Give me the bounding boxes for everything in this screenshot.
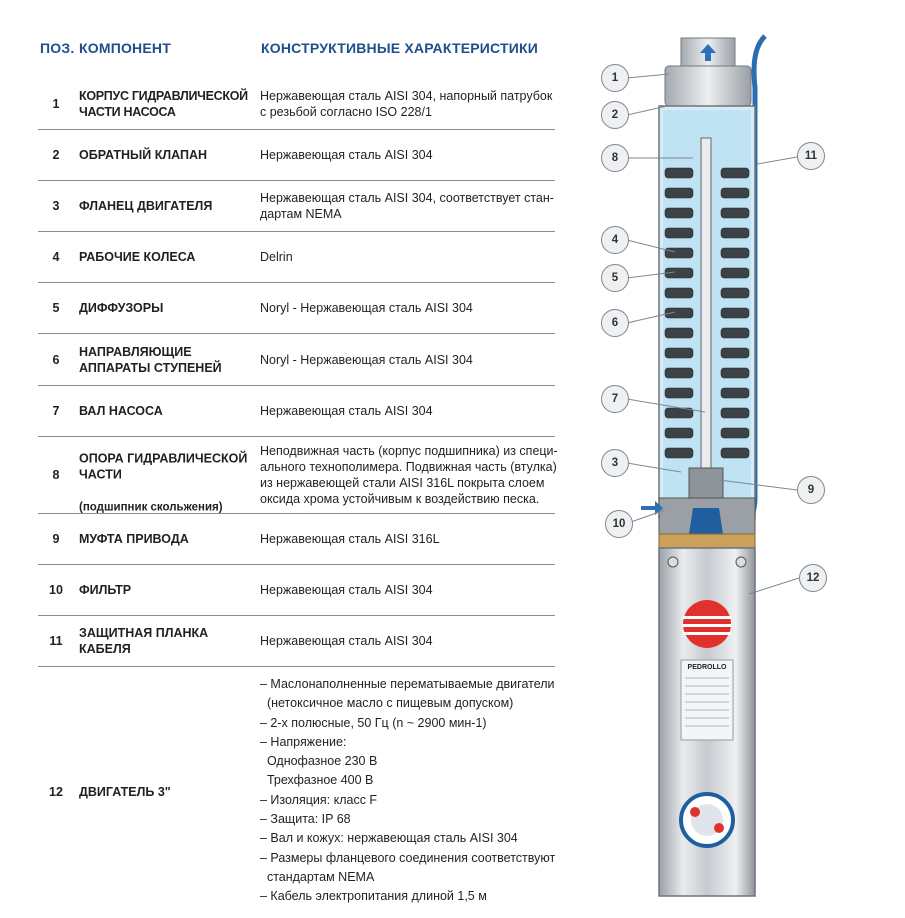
row-component: НАПРАВЛЯЮЩИЕ АППАРАТЫ СТУПЕНЕЙ bbox=[79, 344, 222, 375]
table-row bbox=[38, 514, 555, 565]
table-row bbox=[38, 616, 555, 667]
header-poz: ПОЗ. bbox=[40, 40, 75, 56]
callout-5: 5 bbox=[601, 264, 629, 292]
motor-spec-line: – Размеры фланцевого соединения соответствуют bbox=[260, 850, 556, 865]
table-row bbox=[38, 130, 555, 181]
row-component-note: (подшипник скольжения) bbox=[79, 501, 223, 514]
table-row bbox=[38, 79, 555, 130]
row-number: 8 bbox=[52, 468, 60, 482]
pump-shaft bbox=[701, 138, 711, 488]
row-number: 2 bbox=[52, 148, 60, 162]
motor-spec-line: – Кабель электропитания длиной 1,5 м bbox=[260, 889, 487, 904]
motor-spec-line: – Защита: IP 68 bbox=[260, 812, 351, 827]
row-component: МУФТА ПРИВОДА bbox=[79, 532, 189, 546]
row-component: ВАЛ НАСОСА bbox=[79, 404, 163, 418]
motor-spec-line: стандартам NEMA bbox=[260, 869, 375, 884]
motor-spec-line: Однофазное 230 В bbox=[260, 754, 378, 769]
callout-2: 2 bbox=[601, 101, 629, 129]
row-component bbox=[79, 435, 254, 516]
callout-6: 6 bbox=[601, 309, 629, 337]
header-characteristics: КОНСТРУКТИВНЫЕ ХАРАКТЕРИСТИКИ bbox=[261, 40, 539, 56]
row-description: Нержавеющая сталь AISI 304, напорный патрубок с резьбой согласно ISO 228/1 bbox=[260, 89, 553, 119]
row-component: ДВИГАТЕЛЬ 3" bbox=[79, 785, 171, 799]
row-number: 5 bbox=[52, 301, 60, 315]
row-number: 3 bbox=[52, 199, 60, 213]
callout-8: 8 bbox=[601, 144, 629, 172]
header-component: КОМПОНЕНТ bbox=[79, 40, 171, 56]
row-number: 9 bbox=[52, 532, 60, 546]
row-description: Нержавеющая сталь AISI 304 bbox=[260, 583, 433, 597]
motor-spec-line: (нетоксичное масло с пищевым допуском) bbox=[260, 696, 514, 711]
row-description: Нержавеющая сталь AISI 304 bbox=[260, 148, 433, 162]
motor-flange bbox=[659, 534, 755, 548]
row-number: 7 bbox=[52, 404, 60, 418]
row-number: 10 bbox=[49, 583, 63, 597]
table-row bbox=[38, 181, 555, 232]
table-row bbox=[38, 565, 555, 616]
pedrollo-logo-icon bbox=[683, 600, 731, 648]
row-component: ФЛАНЕЦ ДВИГАТЕЛЯ bbox=[79, 199, 213, 213]
row-component: КОРПУС ГИДРАВЛИЧЕСКОЙ ЧАСТИ НАСОСА bbox=[79, 89, 248, 119]
row-description: Noryl - Нержавеющая сталь AISI 304 bbox=[260, 352, 473, 367]
callout-1: 1 bbox=[601, 64, 629, 92]
callout-7: 7 bbox=[601, 385, 629, 413]
callout-12: 12 bbox=[799, 564, 827, 592]
row-number: 4 bbox=[52, 250, 60, 264]
callout-10: 10 bbox=[605, 510, 633, 538]
row-description: Нержавеющая сталь AISI 304 bbox=[260, 634, 433, 648]
table-row bbox=[38, 232, 555, 283]
pump-head-body bbox=[665, 66, 751, 106]
rotation-emblem-icon bbox=[681, 794, 733, 846]
row-description: Нержавеющая сталь AISI 304, соответствует стан- дартам NEMA bbox=[260, 191, 554, 221]
row-number: 1 bbox=[52, 97, 60, 111]
components-table bbox=[38, 79, 558, 917]
motor-spec-line: – 2-х полюсные, 50 Гц (n ~ 2900 мин-1) bbox=[260, 715, 487, 730]
row-component: ДИФФУЗОРЫ bbox=[79, 301, 164, 315]
motor-spec-line: Трехфазное 400 В bbox=[260, 773, 374, 788]
callout-9: 9 bbox=[797, 476, 825, 504]
callout-3: 3 bbox=[601, 449, 629, 477]
row-component: ЗАЩИТНАЯ ПЛАНКА КАБЕЛЯ bbox=[79, 626, 209, 656]
table-row bbox=[38, 667, 555, 917]
screw-icon bbox=[668, 557, 678, 567]
row-number: 12 bbox=[49, 785, 63, 799]
row-description: Нержавеющая сталь AISI 316L bbox=[260, 532, 440, 546]
motor-spec-line: – Маслонаполненные перематываемые двигатели bbox=[260, 677, 555, 691]
row-description: Неподвижная часть (корпус подшипника) из специ- ального технополимера. Подвижная часть (втулка) из нержавеющей стали AISI 316L покрыта слоем оксида хрома устойчивым к воздействию песка. bbox=[260, 444, 558, 506]
pump-drawing bbox=[585, 28, 895, 913]
callout-11: 11 bbox=[797, 142, 825, 170]
screw-icon bbox=[736, 557, 746, 567]
row-description: Нержавеющая сталь AISI 304 bbox=[260, 404, 433, 418]
row-number: 11 bbox=[49, 634, 63, 648]
row-description: Noryl - Нержавеющая сталь AISI 304 bbox=[260, 301, 473, 315]
row-description: Delrin bbox=[260, 250, 293, 264]
row-component: ФИЛЬТР bbox=[79, 583, 132, 597]
motor-spec-line: – Вал и кожух: нержавеющая сталь AISI 304 bbox=[260, 831, 518, 846]
table-row bbox=[38, 437, 558, 514]
motor-spec-line: – Напряжение: bbox=[260, 734, 347, 749]
row-component: ОБРАТНЫЙ КЛАПАН bbox=[79, 148, 208, 162]
row-component: РАБОЧИЕ КОЛЕСА bbox=[79, 250, 196, 264]
table-row bbox=[38, 283, 555, 334]
brand-label: PEDROLLO bbox=[687, 664, 727, 671]
row-number: 6 bbox=[52, 352, 60, 367]
callout-4: 4 bbox=[601, 226, 629, 254]
nameplate bbox=[681, 660, 733, 740]
motor-spec-line: – Изоляция: класс F bbox=[260, 792, 378, 807]
motor-spec-list bbox=[260, 675, 560, 907]
pump-illustration bbox=[585, 28, 895, 913]
table-row bbox=[38, 386, 555, 437]
row-component-title: ОПОРА ГИДРАВЛИЧЕСКОЙ ЧАСТИ bbox=[79, 451, 248, 482]
coupling bbox=[689, 508, 723, 534]
table-row bbox=[38, 334, 555, 386]
